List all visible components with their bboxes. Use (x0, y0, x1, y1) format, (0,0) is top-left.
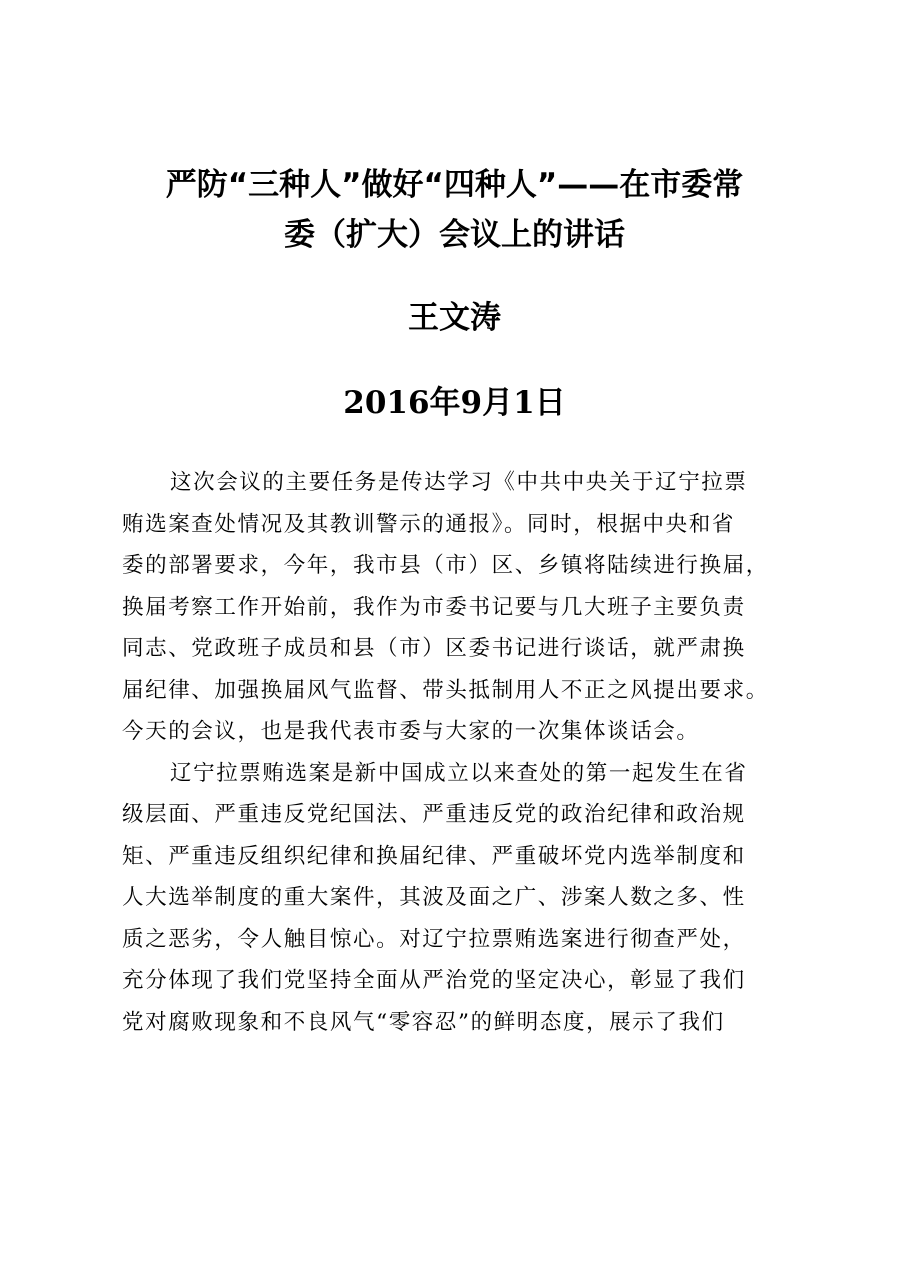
paragraph-line: 换届考察工作开始前，我作为市委书记要与几大班子主要负责 (122, 594, 746, 620)
paragraph-line: 充分体现了我们党坚持全面从严治党的坚定决心，彰显了我们 (122, 968, 746, 993)
document-title (100, 160, 809, 260)
title-line-1: 严防“三种人”做好“四种人”——在市委常 (165, 167, 744, 203)
paragraph-2 (122, 753, 808, 1044)
title-line-2: 委（扩大）会议上的讲话 (284, 217, 625, 253)
paragraph-line: 矩、严重违反组织纪律和换届纪律、严重破坏党内选举制度和 (122, 843, 746, 869)
paragraph-line: 届纪律、加强换届风气监督、带头抵制用人不正之风提出要求。 (122, 677, 769, 703)
speech-date: 2016年9月1日 (343, 385, 566, 421)
paragraph-line: 级层面、严重违反党纪国法、严重违反党的政治纪律和政治规 (122, 802, 746, 827)
paragraph-line: 质之恶劣，令人触目惊心。对辽宁拉票贿选案进行彻查严处， (122, 926, 746, 952)
paragraph-line: 人大选举制度的重大案件，其波及面之广、涉案人数之多、性 (122, 885, 746, 910)
paragraph-line: 辽宁拉票贿选案是新中国成立以来查处的第一起发生在省 (170, 760, 748, 786)
document-body (122, 462, 808, 1043)
paragraph-line: 今天的会议，也是我代表市委与大家的一次集体谈话会。 (122, 719, 700, 744)
paragraph-line: 这次会议的主要任务是传达学习《中共中央关于辽宁拉票 (170, 470, 748, 495)
paragraph-line: 同志、党政班子成员和县（市）区委书记进行谈话，就严肃换 (122, 636, 746, 661)
paragraph-line: 贿选案查处情况及其教训警示的通报》。同时，根据中央和省 (122, 511, 735, 537)
paragraph-line: 党对腐败现象和不良风气“零容忍”的鲜明态度，展示了我们 (122, 1009, 725, 1035)
author-name: 王文涛 (408, 300, 501, 336)
paragraph-1 (122, 462, 808, 753)
paragraph-line: 委的部署要求，今年，我市县（市）区、乡镇将陆续进行换届， (122, 553, 769, 578)
